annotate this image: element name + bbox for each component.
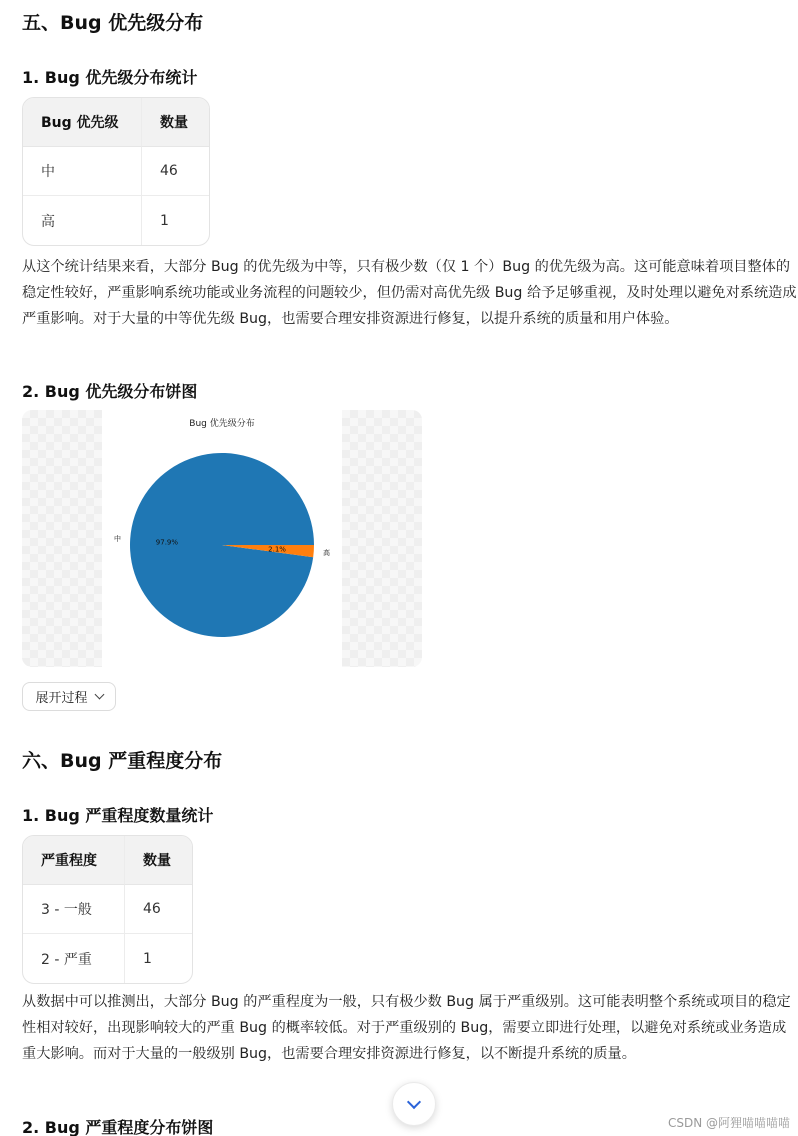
table-header-row bbox=[23, 836, 192, 885]
table-row bbox=[23, 196, 209, 245]
severity-stats-heading: 1. Bug 严重程度数量统计 bbox=[22, 806, 214, 825]
table-cell: 中 bbox=[23, 147, 141, 196]
severity-table bbox=[22, 835, 193, 984]
pie-category-label: 中 bbox=[114, 535, 122, 544]
pie-percent-label: 97.9% bbox=[155, 538, 179, 547]
table-cell: 3 - 一般 bbox=[23, 885, 124, 934]
priority-table bbox=[22, 97, 210, 246]
table-header: 数量 bbox=[141, 98, 209, 147]
watermark: CSDN @阿狸喵喵喵喵 bbox=[667, 1116, 790, 1130]
table-cell: 高 bbox=[41, 213, 55, 230]
severity-pie-heading: 2. Bug 严重程度分布饼图 bbox=[22, 1118, 214, 1136]
table-header: 严重程度 bbox=[23, 836, 124, 885]
table-cell: 1 bbox=[141, 196, 209, 245]
table-cell: 46 bbox=[141, 147, 209, 196]
table-cell: 1 bbox=[124, 934, 192, 983]
table-header: Bug 优先级 bbox=[23, 98, 141, 147]
priority-analysis-paragraph: 从这个统计结果来看，大部分 Bug 的优先级为中等，只有极少数（仅 1 个）Bug 的优先级为高。这可能意味着项目整体的稳定性较好，严重影响系统功能或业务流程的问题较少，但仍需对高优先级 Bug 给予足够重视，及时处理以避免对系统造成严重影响。对于大量的中等优先级 Bug，也需要合理安排资源进行修复，以提升系统的质量和用户体验。 bbox=[22, 259, 797, 327]
chart-title: Bug 优先级分布 bbox=[189, 419, 255, 429]
table-header-row bbox=[23, 98, 209, 147]
table-cell: 46 bbox=[124, 885, 192, 934]
table-header: 数量 bbox=[124, 836, 192, 885]
expand-process-label: 展开过程 bbox=[35, 691, 88, 706]
transparent-background-left bbox=[22, 410, 102, 667]
table-row bbox=[23, 934, 192, 983]
chevron-down-icon bbox=[407, 1094, 421, 1108]
expand-process-button[interactable] bbox=[22, 682, 116, 711]
priority-pie-heading: 2. Bug 优先级分布饼图 bbox=[22, 382, 198, 401]
priority-pie-chart-image bbox=[22, 410, 422, 667]
section-6-heading: 六、Bug 严重程度分布 bbox=[22, 750, 223, 772]
priority-stats-heading: 1. Bug 优先级分布统计 bbox=[22, 68, 198, 87]
section-5-heading: 五、Bug 优先级分布 bbox=[22, 12, 204, 34]
pie-category-label: 高 bbox=[322, 548, 330, 557]
pie-percent-label: 2.1% bbox=[268, 545, 286, 554]
severity-analysis-paragraph: 从数据中可以推测出，大部分 Bug 的严重程度为一般，只有极少数 Bug 属于严重级别。这可能表明整个系统或项目的稳定性相对较好，出现影响较大的严重 Bug 的概率较低。对于严重级别的 Bug，需要立即进行处理，以避免对系统或业务造成重大影响。而对于大量的一般级别 Bug，也需要合理安排资源进行修复，以不断提升系统的质量。 bbox=[22, 994, 791, 1062]
transparent-background-right bbox=[342, 410, 422, 667]
table-cell: 2 - 严重 bbox=[41, 951, 92, 968]
pie-chart bbox=[102, 410, 342, 667]
table-row bbox=[23, 885, 192, 934]
chevron-down-icon bbox=[94, 690, 104, 700]
table-row bbox=[23, 147, 209, 196]
scroll-down-button[interactable] bbox=[392, 1082, 436, 1126]
